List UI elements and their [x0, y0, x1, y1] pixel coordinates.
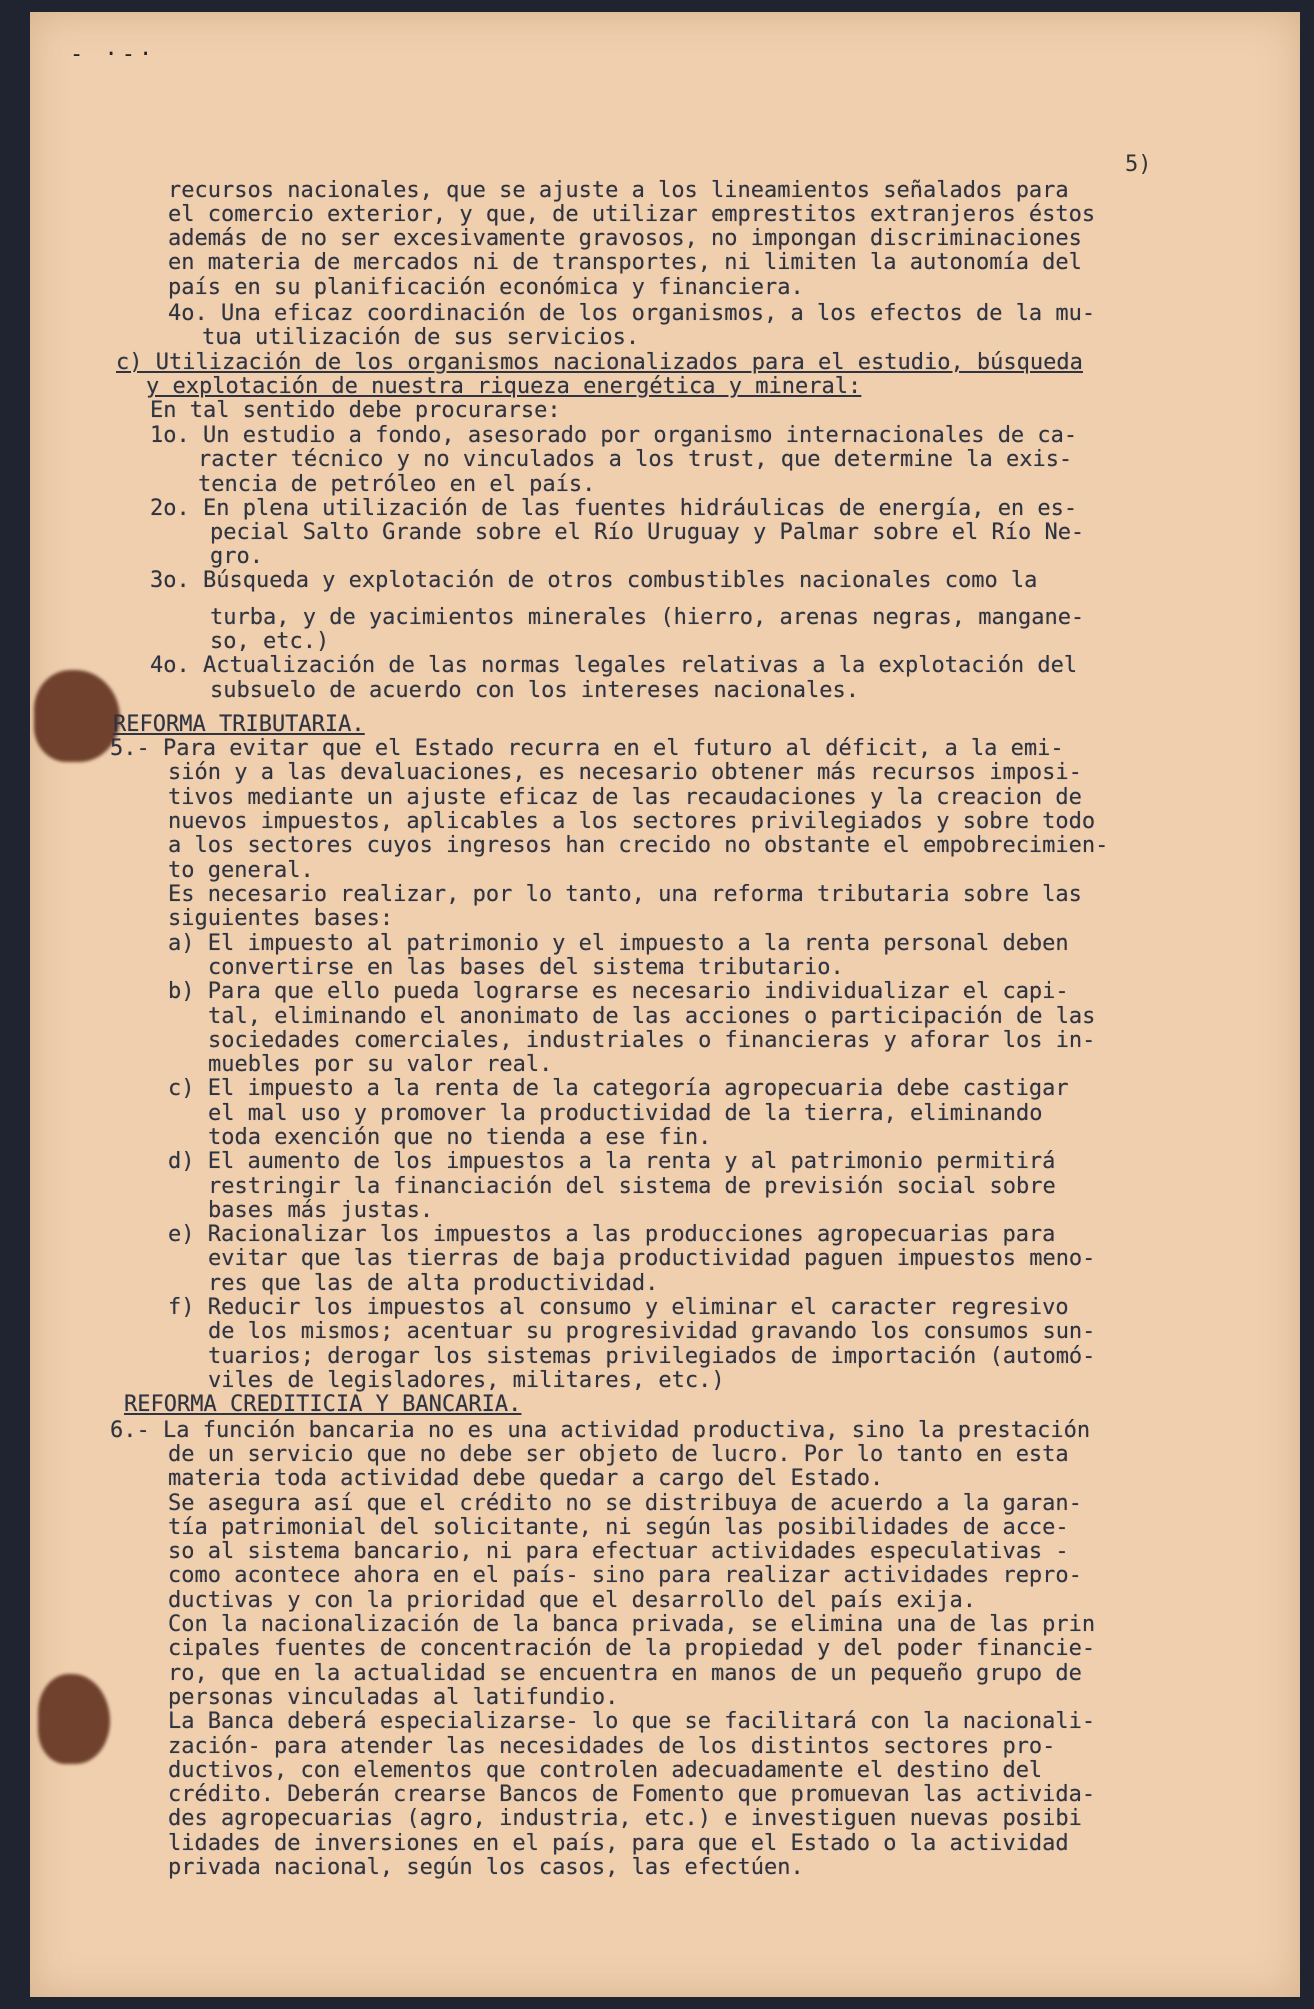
- section-heading: c) Utilización de los organismos nacionalizados para el estudio, búsqueda: [116, 350, 1083, 375]
- text-line: subsuelo de acuerdo con los intereses nacionales.: [210, 678, 860, 703]
- text-line: turba, y de yacimientos minerales (hierro, arenas negras, mangane-: [210, 605, 1085, 630]
- corner-marks: - ·-·: [70, 42, 157, 67]
- stain-mark: [38, 1674, 110, 1764]
- text-line: 5.- Para evitar que el Estado recurra en el futuro al déficit, a la emi-: [110, 736, 1064, 761]
- text-line: convertirse en las bases del sistema tributario.: [208, 955, 844, 980]
- text-line: tua utilización de sus servicios.: [202, 325, 640, 350]
- text-line: sociedades comerciales, industriales o financieras y aforar los in-: [208, 1028, 1096, 1053]
- text-line: país en su planificación económica y financiera.: [168, 275, 804, 300]
- text-line: el comercio exterior, y que, de utilizar emprestitos extranjeros éstos: [168, 202, 1096, 227]
- text-line: c) El impuesto a la renta de la categoría agropecuaria debe castigar: [168, 1076, 1069, 1101]
- text-line: además de no ser excesivamente gravosos, no impongan discriminaciones: [168, 226, 1082, 251]
- text-line: 4o. Actualización de las normas legales relativas a la explotación del: [150, 653, 1078, 678]
- text-line: evitar que las tierras de baja productividad paguen impuestos meno-: [208, 1246, 1096, 1271]
- text-line: so al sistema bancario, ni para efectuar actividades especulativas -: [168, 1539, 1069, 1564]
- text-line: 3o. Búsqueda y explotación de otros combustibles nacionales como la: [150, 568, 1038, 593]
- text-line: e) Racionalizar los impuestos a las producciones agropecuarias para: [168, 1222, 1056, 1247]
- text-line: muebles por su valor real.: [208, 1052, 553, 1077]
- text-line: to general.: [168, 858, 314, 883]
- text-line: a los sectores cuyos ingresos han crecido no obstante el empobrecimien-: [168, 833, 1109, 858]
- text-line: 1o. Un estudio a fondo, asesorado por organismo internacionales de ca-: [150, 423, 1078, 448]
- text-line: de un servicio que no debe ser objeto de lucro. Por lo tanto en esta: [168, 1442, 1069, 1467]
- text-line: personas vinculadas al latifundio.: [168, 1685, 619, 1710]
- text-line: en materia de mercados ni de transportes, ni limiten la autonomía del: [168, 250, 1082, 275]
- text-line: so, etc.): [210, 629, 330, 654]
- section-heading: REFORMA CREDITICIA Y BANCARIA.: [124, 1392, 522, 1417]
- text-line: Con la nacionalización de la banca privada, se elimina una de las prin: [168, 1612, 1096, 1637]
- text-line: tuarios; derogar los sistemas privilegiados de importación (automó-: [208, 1344, 1096, 1369]
- text-line: siguientes bases:: [168, 906, 394, 931]
- text-line: lidades de inversiones en el país, para que el Estado o la actividad: [168, 1831, 1069, 1856]
- text-line: el mal uso y promover la productividad de la tierra, eliminando: [208, 1101, 1043, 1126]
- text-line: como acontece ahora en el país- sino para realizar actividades repro-: [168, 1563, 1082, 1588]
- text-line: tía patrimonial del solicitante, ni según las posibilidades de acce-: [168, 1515, 1069, 1540]
- text-line: privada nacional, según los casos, las efectúen.: [168, 1855, 804, 1880]
- text-line: a) El impuesto al patrimonio y el impuesto a la renta personal deben: [168, 931, 1069, 956]
- stain-mark: [34, 670, 120, 762]
- text-line: recursos nacionales, que se ajuste a los lineamientos señalados para: [168, 178, 1069, 203]
- text-line: b) Para que ello pueda lograrse es necesario individualizar el capi-: [168, 979, 1069, 1004]
- text-line: viles de legisladores, militares, etc.): [208, 1368, 725, 1393]
- text-line: crédito. Deberán crearse Bancos de Fomento que promuevan las activida-: [168, 1782, 1096, 1807]
- text-line: nuevos impuestos, aplicables a los sectores privilegiados y sobre todo: [168, 809, 1096, 834]
- section-heading: REFORMA TRIBUTARIA.: [113, 712, 365, 737]
- text-line: bases más justas.: [208, 1198, 434, 1223]
- text-line: 2o. En plena utilización de las fuentes hidráulicas de energía, en es-: [150, 496, 1078, 521]
- text-line: ductivas y con la prioridad que el desarrollo del país exija.: [168, 1588, 976, 1613]
- text-line: En tal sentido debe procurarse:: [150, 398, 561, 423]
- text-line: tivos mediante un ajuste eficaz de las recaudaciones y la creacion de: [168, 785, 1082, 810]
- text-line: d) El aumento de los impuestos a la renta y al patrimonio permitirá: [168, 1149, 1056, 1174]
- text-line: Es necesario realizar, por lo tanto, una reforma tributaria sobre las: [168, 882, 1082, 907]
- text-line: ductivos, con elementos que controlen adecuadamente el destino del: [168, 1758, 1043, 1783]
- text-line: zación- para atender las necesidades de los distintos sectores pro-: [168, 1734, 1056, 1759]
- text-line: sión y a las devaluaciones, es necesario obtener más recursos imposi-: [168, 760, 1082, 785]
- section-heading: y explotación de nuestra riqueza energética y mineral:: [146, 374, 862, 399]
- text-line: tal, eliminando el anonimato de las acciones o participación de las: [208, 1004, 1096, 1029]
- text-line: tencia de petróleo en el país.: [198, 472, 596, 497]
- text-line: materia toda actividad debe quedar a cargo del Estado.: [168, 1466, 884, 1491]
- text-line: des agropecuarias (agro, industria, etc.) e investiguen nuevas posibi: [168, 1806, 1082, 1831]
- text-line: 4o. Una eficaz coordinación de los organismos, a los efectos de la mu-: [168, 301, 1096, 326]
- text-line: La Banca deberá especializarse- lo que se facilitará con la nacionali-: [168, 1709, 1096, 1734]
- text-line: f) Reducir los impuestos al consumo y eliminar el caracter regresivo: [168, 1295, 1069, 1320]
- text-line: restringir la financiación del sistema de previsión social sobre: [208, 1174, 1056, 1199]
- text-line: de los mismos; acentuar su progresividad gravando los consumos sun-: [208, 1319, 1096, 1344]
- text-line: racter técnico y no vinculados a los trust, que determine la exis-: [198, 447, 1073, 472]
- text-line: ro, que en la actualidad se encuentra en manos de un pequeño grupo de: [168, 1661, 1082, 1686]
- text-line: pecial Salto Grande sobre el Río Uruguay y Palmar sobre el Río Ne-: [210, 520, 1085, 545]
- text-line: gro.: [210, 544, 263, 569]
- text-line: 6.- La función bancaria no es una actividad productiva, sino la prestación: [110, 1418, 1091, 1443]
- page-number: 5): [1125, 152, 1152, 177]
- text-line: res que las de alta productividad.: [208, 1271, 659, 1296]
- text-line: cipales fuentes de concentración de la propiedad y del poder financie-: [168, 1636, 1096, 1661]
- text-line: toda exención que no tienda a ese fin.: [208, 1125, 712, 1150]
- text-line: Se asegura así que el crédito no se distribuya de acuerdo a la garan-: [168, 1491, 1082, 1516]
